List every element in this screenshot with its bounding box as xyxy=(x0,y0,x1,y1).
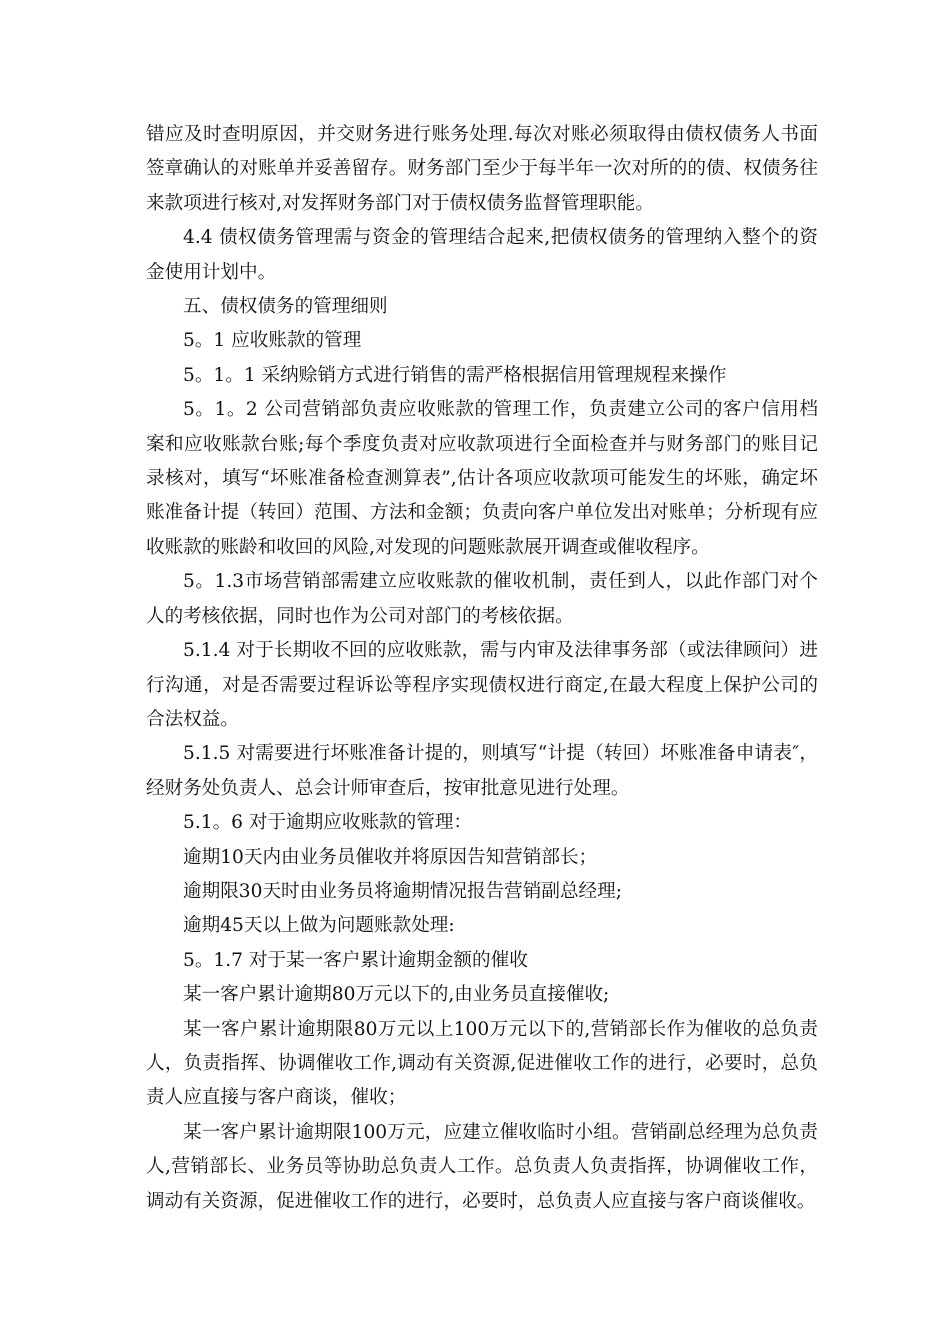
list-item-under-80-wan: 某一客户累计逾期80万元以下的,由业务员直接催收; xyxy=(183,984,610,1006)
paragraph-reconciliation: 错应及时查明原因，并交财务进行账务处理.每次对账必须取得由债权债务人书面签章确认的对账单并妥善留存。财务部门至少于每半年一次对所的的债、权债务往来款项进行核对,对发挥财务部门对于债权债务监督管理职能。 xyxy=(146,124,818,214)
subsection-heading-5-1: 5。1 应收账款的管理 xyxy=(183,330,362,352)
list-item-80-to-100-wan: 某一客户累计逾期限80万元以上100万元以下的,营销部长作为催收的总负责人，负责指挥、协调催收工作,调动有关资源,促进催收工作的进行，必要时，总负责人应直接与客户商谈，催收； xyxy=(146,1018,818,1109)
list-item-overdue-30-days: 逾期限30天时由业务员将逾期情况报告营销副总经理; xyxy=(183,880,622,902)
paragraph-5-1-2: 5。1。2 公司营销部负责应收账款的管理工作，负责建立公司的客户信用档案和应收账款台账;每个季度负责对应收款项进行全面检查并与财务部门的账目记录核对，填写“坏账准备检查测算表”,估计各项应收款项可能发生的坏账，确定坏账准备计提（转回）范围、方法和金额；负责向客户单位发出对账单；分析现有应收账款的账龄和收回的风险,对发现的问题账款展开调查或催收程序。 xyxy=(146,399,818,558)
paragraph-5-1-3: 5。1.3市场营销部需建立应收账款的催收机制，责任到人，以此作部门对个人的考核依据，同时也作为公司对部门的考核依据。 xyxy=(146,571,818,627)
list-item-overdue-10-days: 逾期10天内由业务员催收并将原因告知营销部长； xyxy=(183,846,598,868)
section-heading-5: 五、债权债务的管理细则 xyxy=(183,296,388,318)
paragraph-4-4: 4.4 债权债务管理需与资金的管理结合起来,把债权债务的管理纳入整个的资金使用计划中。 xyxy=(146,227,818,283)
list-item-overdue-45-days: 逾期45天以上做为问题账款处理: xyxy=(183,915,455,937)
paragraph-5-1-1: 5。1。1 采纳赊销方式进行销售的需严格根据信用管理规程来操作 xyxy=(183,364,727,386)
document-body xyxy=(146,118,818,1219)
paragraph-5-1-7: 5。1.7 对于某一客户累计逾期金额的催收 xyxy=(183,949,528,971)
paragraph-5-1-5: 5.1.5 对需要进行坏账准备计提的，则填写“计提（转回）坏账准备申请表″，经财务处负责人、总会计师审查后，按审批意见进行处理。 xyxy=(146,743,818,799)
paragraph-5-1-4: 5.1.4 对于长期收不回的应收账款，需与内审及法律事务部（或法律顾问）进行沟通，对是否需要过程诉讼等程序实现债权进行商定,在最大程度上保护公司的合法权益。 xyxy=(146,640,818,730)
list-item-100-wan: 某一客户累计逾期限100万元，应建立催收临时小组。营销副总经理为总负责人,营销部长、业务员等协助总负责人工作。总负责人负责指挥，协调催收工作，调动有关资源，促进催收工作的进行，必要时，总负责人应直接与客户商谈催收。 xyxy=(146,1121,818,1212)
paragraph-5-1-6: 5.1。6 对于逾期应收账款的管理： xyxy=(183,812,473,834)
